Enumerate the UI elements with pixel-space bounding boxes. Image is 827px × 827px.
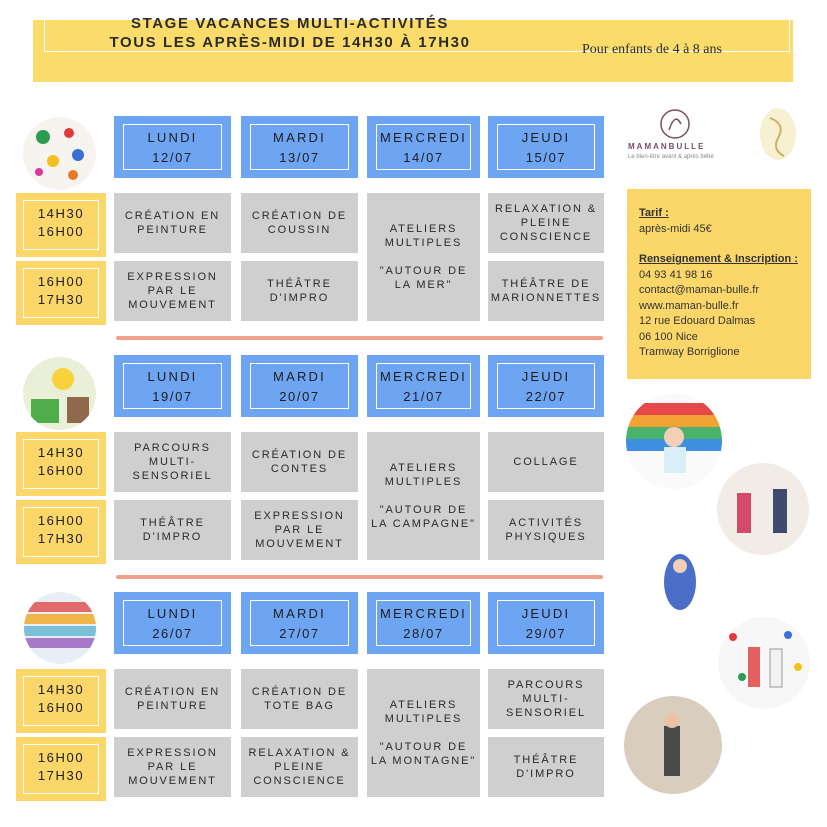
- address-line: 12 rue Edouard Dalmas: [639, 315, 756, 327]
- activity-cell: [241, 669, 358, 729]
- section-divider: [116, 336, 603, 340]
- dancers-photo: [717, 463, 809, 555]
- child-painting-photo: [23, 357, 96, 430]
- day-name: MARDI: [273, 369, 326, 384]
- activity-label: CRÉATION DE TOTE BAG: [251, 686, 348, 712]
- day-header: [241, 592, 358, 654]
- day-name: JEUDI: [521, 369, 571, 384]
- day-date: 12/07: [152, 150, 193, 165]
- day-header: [114, 592, 231, 654]
- time-slot-early: [16, 193, 106, 257]
- child-sitting-photo: [626, 393, 722, 489]
- time-start: 14H30: [37, 445, 85, 460]
- logo-tagline: Le bien-être avant & après bébé: [628, 154, 714, 160]
- activity-label: THÉÂTRE D'IMPRO: [267, 278, 332, 304]
- activity-cell: [488, 500, 604, 560]
- activity-label: PARCOURS MULTI-SENSORIEL: [132, 442, 213, 482]
- activity-label: THÉÂTRE D'IMPRO: [140, 517, 205, 543]
- activity-label: RELAXATION & PLEINE CONSCIENCE: [248, 747, 351, 787]
- partner-logo: [756, 104, 800, 166]
- day-name: MERCREDI: [380, 606, 467, 621]
- activity-label: CRÉATION DE COUSSIN: [251, 210, 348, 236]
- day-date: 19/07: [152, 389, 193, 404]
- time-start: 16H00: [37, 750, 85, 765]
- day-date: 21/07: [403, 389, 444, 404]
- website-link[interactable]: www.maman-bulle.fr: [639, 299, 739, 312]
- contact-label: Renseignement & Inscription :: [639, 253, 798, 265]
- activity-label: PARCOURS MULTI-SENSORIEL: [505, 679, 587, 719]
- page-title: [70, 14, 510, 52]
- day-header: [241, 355, 358, 417]
- activity-cell-wednesday: [367, 193, 480, 321]
- activity-label: CRÉATION EN PEINTURE: [124, 210, 221, 236]
- day-header: [114, 116, 231, 178]
- day-name: MARDI: [273, 606, 326, 621]
- day-header: [367, 592, 480, 654]
- day-header: [488, 592, 604, 654]
- activity-label: THÉÂTRE DE MARIONNETTES: [490, 278, 602, 304]
- day-date: 20/07: [279, 389, 320, 404]
- activity-cell: [114, 261, 231, 321]
- day-name: MERCREDI: [380, 369, 467, 384]
- city-line: 06 100 Nice: [639, 330, 698, 343]
- time-start: 14H30: [37, 206, 85, 221]
- activity-cell-wednesday: [367, 432, 480, 560]
- activity-label: EXPRESSION PAR LE MOUVEMENT: [254, 510, 345, 550]
- activity-cell-wednesday: [367, 669, 480, 797]
- time-end: 17H30: [37, 292, 85, 307]
- day-name: JEUDI: [521, 606, 571, 621]
- girl-dancing-photo: [624, 696, 722, 794]
- activity-cell: [114, 500, 231, 560]
- time-start: 16H00: [37, 274, 85, 289]
- day-header: [488, 116, 604, 178]
- activity-cell: [114, 193, 231, 253]
- tarif-label: Tarif :: [639, 207, 669, 219]
- time-end: 16H00: [37, 224, 85, 239]
- audience-text: Pour enfants de 4 à 8 ans: [582, 42, 722, 57]
- day-date: 26/07: [152, 626, 193, 641]
- activity-label: ACTIVITÉS PHYSIQUES: [505, 517, 587, 543]
- day-header: [367, 116, 480, 178]
- day-name: LUNDI: [147, 369, 198, 384]
- day-date: 29/07: [525, 626, 567, 641]
- time-slot-late: [16, 737, 106, 801]
- activity-label: COLLAGE: [513, 456, 579, 468]
- time-start: 14H30: [37, 682, 85, 697]
- title-line-1: STAGE VACANCES MULTI-ACTIVITÉS: [131, 15, 449, 32]
- day-name: MERCREDI: [380, 130, 467, 145]
- time-end: 16H00: [37, 700, 85, 715]
- time-start: 16H00: [37, 513, 85, 528]
- activity-cell: [114, 432, 231, 492]
- day-date: 28/07: [403, 626, 444, 641]
- kids-balls-photo: [718, 617, 810, 709]
- activity-label: EXPRESSION PAR LE MOUVEMENT: [127, 271, 218, 311]
- phone-number: 04 93 41 98 16: [639, 268, 713, 281]
- activity-cell: [488, 737, 604, 797]
- activity-label: ATELIERS MULTIPLES "AUTOUR DE LA CAMPAGNE": [371, 462, 476, 530]
- time-slot-early: [16, 432, 106, 496]
- activity-cell: [488, 432, 604, 492]
- activity-cell: [488, 669, 604, 729]
- time-slot-late: [16, 500, 106, 564]
- day-name: LUNDI: [147, 606, 198, 621]
- section-divider: [116, 575, 603, 579]
- time-end: 17H30: [37, 531, 85, 546]
- day-date: 14/07: [403, 150, 444, 165]
- time-end: 17H30: [37, 768, 85, 783]
- activity-label: CRÉATION EN PEINTURE: [124, 686, 221, 712]
- activity-label: EXPRESSION PAR LE MOUVEMENT: [127, 747, 218, 787]
- email-link[interactable]: contact@maman-bulle.fr: [639, 284, 759, 296]
- transport-line: Tramway Borriglione: [639, 346, 740, 358]
- day-name: MARDI: [273, 130, 326, 145]
- activity-label: ATELIERS MULTIPLES "AUTOUR DE LA MONTAGNE": [370, 699, 477, 767]
- activity-cell: [241, 432, 358, 492]
- activity-label: THÉÂTRE D'IMPRO: [513, 754, 579, 780]
- time-slot-early: [16, 669, 106, 733]
- activity-label: CRÉATION DE CONTES: [251, 449, 348, 475]
- day-name: LUNDI: [147, 130, 198, 145]
- activity-cell: [241, 737, 358, 797]
- activity-label: ATELIERS MULTIPLES "AUTOUR DE LA MER": [379, 223, 468, 291]
- day-date: 27/07: [279, 626, 320, 641]
- activity-cell: [488, 193, 604, 253]
- activity-cell: [241, 193, 358, 253]
- watercolor-photo: [24, 592, 96, 664]
- title-line-2: TOUS LES APRÈS-MIDI DE 14H30 À 17H30: [109, 34, 471, 51]
- time-end: 16H00: [37, 463, 85, 478]
- activity-label: RELAXATION & PLEINE CONSCIENCE: [494, 203, 598, 243]
- activity-cell: [241, 261, 358, 321]
- day-header: [488, 355, 604, 417]
- time-slot-late: [16, 261, 106, 325]
- activity-cell: [241, 500, 358, 560]
- day-date: 15/07: [525, 150, 567, 165]
- shark-costume-photo: [638, 540, 722, 624]
- tarif-value: après-midi 45€: [639, 222, 712, 235]
- mamanbulle-logo: [625, 106, 725, 166]
- paint-hands-photo: [23, 117, 96, 190]
- day-date: 22/07: [525, 389, 567, 404]
- info-box: [627, 189, 811, 379]
- day-date: 13/07: [279, 150, 320, 165]
- day-header: [241, 116, 358, 178]
- activity-cell: [488, 261, 604, 321]
- day-header: [114, 355, 231, 417]
- logo-brand-text: MAMANBULLE: [628, 142, 706, 151]
- day-name: JEUDI: [521, 130, 571, 145]
- day-header: [367, 355, 480, 417]
- activity-cell: [114, 737, 231, 797]
- activity-cell: [114, 669, 231, 729]
